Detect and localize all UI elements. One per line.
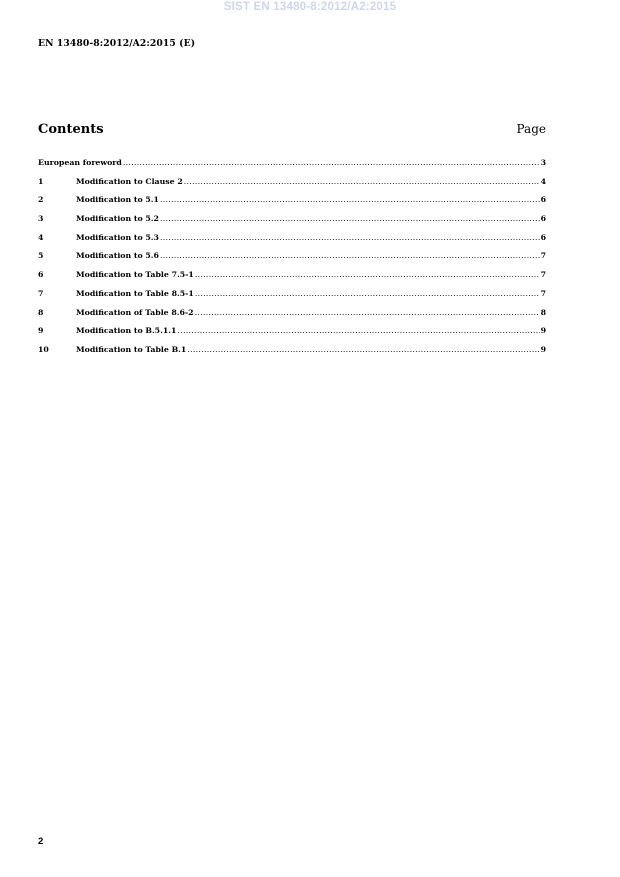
toc-leader-dots [160,229,540,248]
toc-entry-page: 4 [540,176,546,186]
toc-leader-dots [195,285,540,304]
toc-entry-number: 5 [38,251,44,261]
table-of-contents [38,154,546,360]
toc-entry-foreword[interactable] [38,154,546,173]
toc-entry-number: 7 [38,288,44,298]
toc-entry-title: Modification to 5.6 [76,251,159,261]
toc-entry[interactable] [38,341,546,360]
page-column-label: Page [516,122,546,136]
toc-leader-dots [177,322,539,341]
toc-entry-title: Modification to 5.2 [76,214,159,224]
toc-leader-dots [160,210,540,229]
toc-entry[interactable] [38,304,546,323]
toc-entry[interactable] [38,247,546,266]
toc-entry-number: 3 [38,214,44,224]
toc-entry-title: Modification to B.5.1.1 [76,326,177,336]
toc-entry-page: 8 [540,307,546,317]
toc-entry-title: European foreword [38,158,122,167]
toc-entry-page: 6 [540,195,546,205]
toc-leader-dots [123,154,540,173]
toc-entry-title: Modification of Table 8.6-2 [76,307,194,317]
toc-entry-number: 2 [38,195,44,205]
toc-entry-number: 1 [38,176,44,186]
document-identifier: EN 13480-8:2012/A2:2015 (E) [38,38,196,49]
toc-entry[interactable] [38,285,546,304]
toc-entry-page: 7 [540,251,546,261]
page-number: 2 [38,836,44,847]
toc-entry-title: Modification to Table 7.5-1 [76,270,194,280]
toc-entry[interactable] [38,322,546,341]
toc-entry-page: 6 [540,232,546,242]
toc-entry[interactable] [38,210,546,229]
toc-leader-dots [195,304,540,323]
toc-entry-page: 9 [540,326,546,336]
toc-entry-title: Modification to Table B.1 [76,344,187,354]
toc-leader-dots [160,191,540,210]
toc-entry[interactable] [38,173,546,192]
toc-entry-number: 9 [38,326,44,336]
toc-entry-page: 9 [540,344,546,354]
toc-entry-page: 7 [540,270,546,280]
toc-entry-title: Modification to Table 8.5-1 [76,288,194,298]
toc-entry-number: 6 [38,270,44,280]
toc-entry-page: 6 [540,214,546,224]
toc-entry-number: 8 [38,307,44,317]
contents-title: Contents [38,122,104,137]
toc-entry-title: Modification to 5.1 [76,195,159,205]
toc-leader-dots [187,341,539,360]
watermark-header: SIST EN 13480-8:2012/A2:2015 [223,1,397,13]
toc-entry[interactable] [38,266,546,285]
toc-entry-page: 7 [540,288,546,298]
contents-heading [38,122,546,137]
toc-entry-page: 3 [540,158,546,167]
toc-leader-dots [184,173,540,192]
toc-entry-title: Modification to Clause 2 [76,176,183,186]
toc-entry-number: 4 [38,232,44,242]
toc-entry-number: 10 [38,344,49,354]
toc-entry[interactable] [38,229,546,248]
toc-entry-title: Modification to 5.3 [76,232,159,242]
toc-leader-dots [160,247,540,266]
toc-entry[interactable] [38,191,546,210]
toc-leader-dots [195,266,540,285]
